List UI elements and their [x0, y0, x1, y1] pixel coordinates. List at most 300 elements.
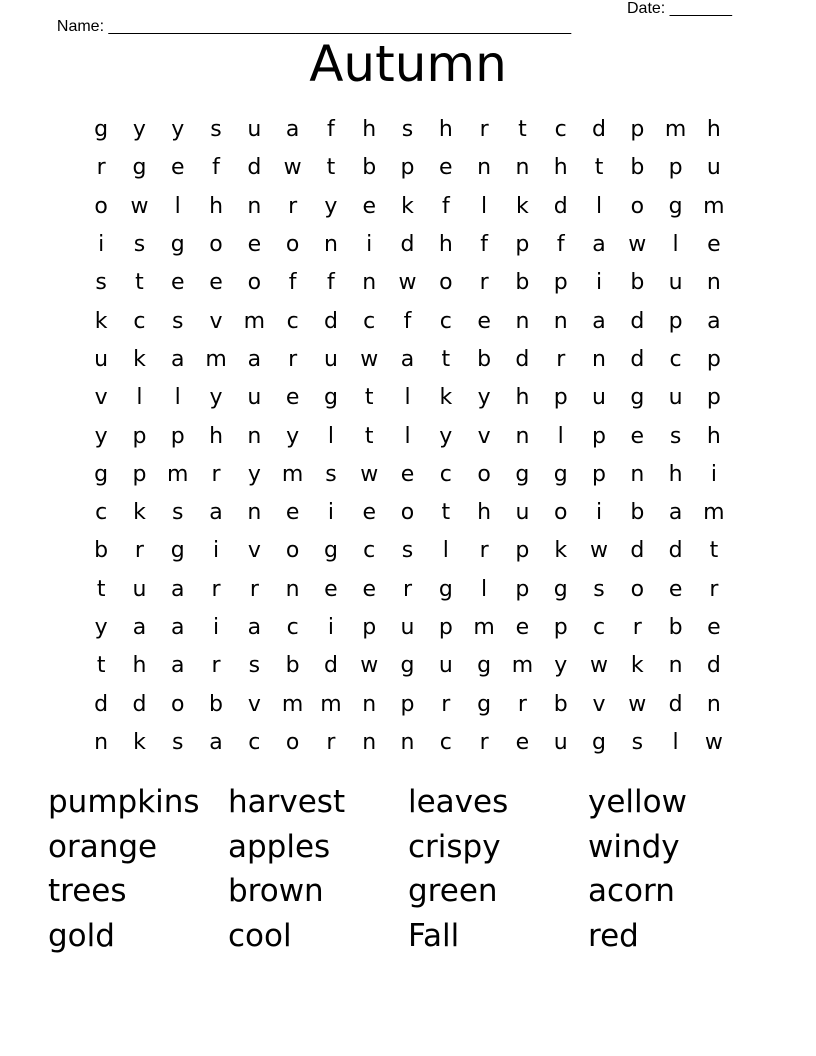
grid-letter: g	[94, 461, 109, 487]
grid-letter: h	[209, 423, 224, 449]
grid-letter: n	[706, 270, 721, 296]
grid-letter: c	[592, 615, 606, 640]
grid-letter: d	[323, 308, 338, 334]
grid-letter: i	[327, 500, 334, 526]
grid-letter: h	[553, 155, 568, 181]
grid-letter: r	[556, 346, 566, 372]
grid-letter: t	[364, 385, 374, 411]
word-bank-item: cool	[228, 918, 292, 955]
grid-letter: r	[211, 576, 221, 602]
grid-letter: e	[362, 576, 376, 602]
word-bank-item: trees	[48, 873, 127, 910]
grid-letter: f	[327, 117, 335, 143]
grid-letter: d	[668, 691, 683, 717]
grid-letter: w	[360, 653, 379, 679]
grid-letter: n	[592, 346, 606, 372]
grid-letter: c	[439, 461, 452, 487]
grid-letter: n	[400, 729, 415, 755]
grid-letter: t	[594, 155, 604, 181]
grid-letter: c	[133, 308, 146, 334]
grid-letter: d	[706, 653, 721, 679]
grid-letter: e	[707, 232, 721, 258]
grid-letter: v	[209, 308, 223, 334]
grid-letter: f	[403, 308, 412, 334]
grid-letter: f	[288, 270, 297, 296]
grid-letter: s	[172, 500, 184, 526]
grid-letter: d	[592, 117, 606, 143]
grid-letter: e	[285, 500, 300, 526]
grid-letter: i	[212, 615, 220, 640]
grid-letter: b	[553, 691, 568, 717]
grid-letter: a	[668, 500, 683, 526]
grid-letter: s	[172, 729, 184, 755]
word-bank-item: harvest	[228, 784, 346, 820]
grid-letter: a	[132, 615, 147, 640]
grid-letter: k	[94, 308, 108, 334]
grid-letter: e	[439, 155, 453, 181]
grid-letter: p	[170, 423, 185, 449]
grid-letter: f	[441, 193, 450, 219]
grid-letter: e	[362, 193, 376, 219]
grid-letter: p	[438, 615, 453, 640]
grid-letter: s	[669, 423, 682, 449]
grid-letter: o	[94, 193, 108, 219]
grid-letter: o	[477, 461, 491, 487]
grid-letter: u	[247, 117, 262, 143]
grid-letter: k	[133, 729, 146, 755]
grid-letter: h	[438, 232, 453, 258]
grid-letter: d	[94, 691, 109, 717]
grid-letter: n	[285, 576, 300, 602]
grid-letter: a	[247, 615, 262, 640]
grid-letter: p	[400, 155, 415, 181]
word-bank-item: acorn	[588, 873, 675, 910]
grid-letter: m	[511, 653, 534, 679]
grid-letter: p	[706, 346, 721, 372]
grid-letter: b	[209, 691, 224, 717]
grid-letter: n	[94, 729, 109, 755]
grid-letter: m	[473, 615, 495, 640]
header-line	[48, 0, 748, 35]
grid-letter: g	[323, 385, 338, 411]
grid-letter: p	[132, 423, 147, 449]
grid-letter: p	[668, 308, 683, 334]
grid-letter: t	[326, 155, 336, 181]
grid-letter: l	[672, 729, 679, 755]
grid-letter: d	[515, 346, 530, 372]
grid-letter: r	[709, 576, 719, 602]
grid-letter: e	[170, 270, 185, 296]
grid-letter: a	[209, 500, 223, 526]
grid-letter: o	[439, 270, 453, 296]
grid-letter: c	[286, 308, 299, 334]
grid-letter: g	[477, 653, 492, 679]
grid-letter: f	[327, 270, 335, 296]
word-bank-item: green	[408, 873, 498, 910]
grid-letter: p	[630, 117, 645, 143]
word-bank-item: crispy	[408, 828, 501, 865]
grid-letter: p	[706, 385, 721, 411]
grid-letter: m	[281, 461, 304, 487]
grid-letter: o	[630, 193, 645, 219]
grid-letter: n	[247, 423, 262, 449]
grid-letter: l	[442, 538, 449, 564]
grid-letter: a	[247, 346, 262, 372]
grid-letter: t	[364, 423, 374, 449]
grid-letter: s	[325, 461, 337, 487]
grid-letter: e	[170, 155, 185, 181]
grid-letter: r	[403, 576, 413, 602]
grid-letter: c	[363, 538, 376, 564]
grid-letter: k	[133, 500, 146, 526]
grid-letter: y	[132, 117, 146, 143]
grid-letter: n	[247, 500, 262, 526]
grid-letter: l	[404, 385, 411, 411]
grid-letter: h	[706, 423, 721, 449]
grid-letter: w	[704, 729, 723, 755]
grid-letter: o	[209, 232, 223, 258]
grid-letter: i	[327, 615, 334, 640]
grid-letter: t	[709, 538, 719, 564]
grid-letter: i	[98, 232, 105, 258]
grid-letter: g	[170, 232, 185, 258]
grid-letter: k	[630, 653, 644, 679]
grid-letter: e	[707, 615, 721, 640]
grid-letter: o	[171, 691, 185, 717]
grid-letter: r	[479, 117, 489, 143]
grid-letter: d	[630, 308, 645, 334]
grid-letter: l	[595, 193, 603, 219]
grid-letter: l	[481, 576, 488, 602]
grid-letter: e	[477, 308, 491, 334]
grid-letter: l	[174, 193, 181, 219]
grid-letter: c	[439, 729, 452, 755]
grid-letter: r	[479, 729, 489, 755]
grid-letter: g	[668, 193, 683, 219]
grid-letter: n	[362, 691, 377, 717]
grid-letter: a	[171, 615, 185, 640]
grid-letter: y	[209, 385, 223, 411]
grid-letter: u	[94, 346, 109, 372]
grid-letter: g	[630, 385, 645, 411]
grid-letter: p	[515, 538, 530, 564]
grid-letter: t	[96, 653, 106, 679]
grid-letter: o	[553, 500, 568, 526]
grid-letter: s	[95, 270, 107, 296]
grid-letter: t	[441, 346, 451, 372]
grid-letter: s	[133, 232, 146, 258]
grid-letter: t	[135, 270, 144, 296]
grid-letter: e	[630, 423, 645, 449]
grid-letter: u	[553, 729, 568, 755]
grid-letter: m	[205, 346, 227, 372]
grid-letter: r	[326, 729, 336, 755]
grid-letter: n	[362, 729, 377, 755]
grid-letter: i	[710, 461, 717, 487]
grid-letter: l	[481, 193, 488, 219]
grid-letter: r	[249, 576, 259, 602]
grid-letter: u	[706, 155, 721, 181]
grid-letter: e	[515, 615, 530, 640]
grid-letter: y	[94, 615, 108, 640]
grid-letter: u	[438, 653, 453, 679]
grid-letter: h	[438, 117, 453, 143]
grid-letter: u	[668, 270, 683, 296]
grid-letter: f	[480, 232, 488, 258]
name-field-label: Name: ____________________________________________________	[56, 18, 572, 35]
word-bank-item: Fall	[408, 918, 460, 955]
grid-letter: g	[170, 538, 185, 564]
grid-letter: s	[401, 538, 414, 564]
grid-letter: a	[400, 346, 415, 372]
grid-letter: h	[132, 653, 147, 679]
grid-letter: r	[96, 155, 106, 181]
grid-letter: t	[441, 500, 451, 526]
grid-letter: u	[592, 385, 606, 411]
grid-letter: r	[479, 270, 489, 296]
word-bank-item: pumpkins	[48, 784, 200, 820]
grid-letter: y	[324, 193, 338, 219]
grid-letter: r	[632, 615, 642, 640]
grid-letter: r	[134, 538, 144, 564]
grid-letter: d	[247, 155, 262, 181]
grid-letter: k	[401, 193, 414, 219]
grid-letter: g	[94, 117, 109, 143]
grid-letter: w	[398, 270, 417, 296]
word-bank-item: gold	[48, 918, 115, 955]
word-bank-item: brown	[228, 873, 324, 910]
grid-letter: l	[672, 232, 679, 258]
word-bank-item: red	[588, 918, 639, 955]
grid-letter: w	[360, 461, 379, 487]
grid-letter: t	[96, 576, 106, 602]
grid-letter: b	[630, 270, 645, 296]
grid-letter: a	[171, 653, 185, 679]
grid-letter: m	[664, 117, 687, 143]
grid-letter: s	[248, 653, 261, 679]
grid-letter: p	[362, 615, 377, 640]
grid-letter: n	[477, 155, 492, 181]
grid-letter: y	[554, 653, 568, 679]
grid-letter: n	[515, 308, 530, 334]
grid-letter: d	[132, 691, 147, 717]
grid-letter: s	[172, 308, 184, 334]
grid-letter: d	[630, 346, 645, 372]
grid-letter: y	[247, 461, 261, 487]
grid-letter: r	[288, 193, 298, 219]
grid-letter: b	[285, 653, 300, 679]
grid-letter: e	[285, 385, 300, 411]
grid-letter: n	[553, 308, 568, 334]
grid-letter: p	[553, 385, 568, 411]
grid-letter: a	[592, 232, 606, 258]
grid-letter: r	[211, 653, 221, 679]
grid-letter: n	[323, 232, 338, 258]
grid-letter: h	[515, 385, 530, 411]
word-bank-item: windy	[588, 828, 680, 865]
grid-letter: g	[553, 576, 568, 602]
grid-letter: a	[592, 308, 606, 334]
letter-grid	[82, 111, 733, 762]
grid-letter: b	[515, 270, 530, 296]
grid-letter: c	[363, 308, 376, 334]
grid-letter: w	[283, 155, 302, 181]
word-bank-item: yellow	[588, 784, 687, 820]
grid-letter: h	[362, 117, 377, 143]
grid-letter: u	[515, 500, 530, 526]
grid-letter: i	[595, 270, 603, 296]
grid-letter: e	[247, 232, 262, 258]
grid-letter: o	[630, 576, 645, 602]
grid-letter: e	[324, 576, 338, 602]
grid-letter: k	[133, 346, 146, 372]
grid-letter: s	[401, 117, 414, 143]
grid-letter: o	[247, 270, 262, 296]
grid-letter: l	[404, 423, 411, 449]
grid-letter: l	[557, 423, 564, 449]
grid-letter: g	[323, 538, 338, 564]
grid-letter: b	[668, 615, 683, 640]
grid-letter: g	[132, 155, 147, 181]
grid-letter: b	[362, 155, 377, 181]
grid-letter: o	[285, 538, 300, 564]
grid-letter: e	[668, 576, 683, 602]
grid-letter: w	[360, 346, 379, 372]
grid-letter: l	[136, 385, 143, 411]
grid-letter: d	[400, 232, 415, 258]
grid-letter: i	[366, 232, 373, 258]
grid-letter: v	[247, 691, 261, 717]
grid-letter: v	[94, 385, 108, 411]
grid-letter: a	[285, 117, 300, 143]
grid-letter: r	[517, 691, 527, 717]
grid-letter: m	[703, 193, 725, 219]
grid-letter: c	[554, 117, 567, 143]
grid-letter: w	[590, 538, 608, 564]
grid-letter: b	[94, 538, 109, 564]
word-bank-item: orange	[48, 828, 158, 865]
grid-letter: b	[477, 346, 492, 372]
grid-letter: l	[327, 423, 334, 449]
word-bank-item: leaves	[408, 784, 509, 820]
word-bank	[48, 780, 768, 959]
grid-letter: f	[556, 232, 565, 258]
grid-letter: n	[630, 461, 645, 487]
grid-letter: p	[400, 691, 415, 717]
grid-letter: s	[631, 729, 644, 755]
grid-letter: m	[281, 691, 304, 717]
grid-letter: m	[320, 691, 342, 717]
grid-letter: y	[439, 423, 453, 449]
grid-letter: p	[553, 270, 568, 296]
grid-letter: r	[479, 538, 489, 564]
grid-letter: g	[477, 691, 492, 717]
page-title: Autumn	[309, 35, 507, 93]
grid-letter: d	[323, 653, 338, 679]
grid-letter: h	[477, 500, 492, 526]
grid-letter: u	[668, 385, 683, 411]
grid-letter: n	[515, 155, 530, 181]
grid-letter: k	[516, 193, 529, 219]
grid-letter: h	[706, 117, 721, 143]
grid-letter: v	[592, 691, 606, 717]
grid-letter: w	[628, 232, 647, 258]
grid-letter: p	[592, 423, 606, 449]
grid-letter: d	[553, 193, 568, 219]
grid-letter: c	[248, 729, 261, 755]
grid-letter: b	[630, 500, 645, 526]
grid-letter: m	[167, 461, 189, 487]
grid-letter: n	[362, 270, 377, 296]
grid-letter: y	[94, 423, 108, 449]
grid-letter: p	[515, 576, 530, 602]
grid-letter: e	[400, 461, 415, 487]
grid-letter: h	[209, 193, 224, 219]
grid-letter: p	[515, 232, 530, 258]
grid-letter: i	[212, 538, 220, 564]
grid-letter: p	[668, 155, 683, 181]
grid-letter: l	[174, 385, 181, 411]
grid-letter: h	[668, 461, 683, 487]
grid-letter: m	[703, 500, 725, 526]
grid-letter: u	[400, 615, 415, 640]
word-bank-item: apples	[228, 828, 331, 865]
grid-letter: g	[438, 576, 453, 602]
grid-letter: y	[286, 423, 300, 449]
grid-letter: e	[515, 729, 530, 755]
grid-letter: k	[439, 385, 453, 411]
grid-letter: a	[209, 729, 223, 755]
grid-letter: n	[247, 193, 262, 219]
grid-letter: e	[209, 270, 223, 296]
grid-letter: o	[285, 232, 300, 258]
grid-letter: f	[212, 155, 220, 181]
grid-letter: a	[171, 576, 185, 602]
date-field-label: Date: _______	[627, 0, 732, 17]
grid-letter: k	[554, 538, 568, 564]
grid-letter: s	[210, 117, 222, 143]
grid-letter: d	[668, 538, 683, 564]
grid-letter: u	[323, 346, 338, 372]
grid-letter: n	[668, 653, 683, 679]
grid-letter: c	[669, 346, 682, 372]
grid-letter: p	[132, 461, 147, 487]
grid-letter: w	[628, 691, 647, 717]
grid-letter: r	[288, 346, 298, 372]
grid-letter: g	[592, 729, 606, 755]
grid-letter: t	[518, 117, 527, 143]
grid-letter: g	[515, 461, 530, 487]
grid-letter: o	[285, 729, 300, 755]
grid-letter: r	[211, 461, 221, 487]
grid-letter: n	[706, 691, 721, 717]
grid-letter: y	[477, 385, 491, 411]
grid-letter: w	[590, 653, 608, 679]
grid-letter: s	[593, 576, 605, 602]
grid-letter: a	[171, 346, 185, 372]
grid-letter: e	[362, 500, 376, 526]
grid-letter: c	[95, 500, 108, 526]
grid-letter: a	[707, 308, 721, 334]
grid-letter: r	[441, 691, 451, 717]
grid-letter: g	[400, 653, 415, 679]
grid-letter: w	[130, 193, 149, 219]
grid-letter: o	[400, 500, 415, 526]
grid-letter: d	[630, 538, 645, 564]
grid-letter: i	[595, 500, 603, 526]
grid-letter: b	[630, 155, 645, 181]
grid-letter: p	[592, 461, 606, 487]
